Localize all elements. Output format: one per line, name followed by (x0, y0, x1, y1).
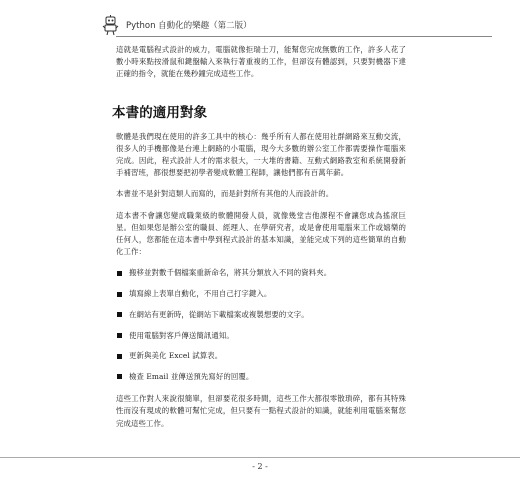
running-header-title: Python 自動化的樂趣（第二版） (126, 21, 252, 31)
square-bullet-icon (117, 374, 122, 379)
footer-rule (0, 457, 520, 458)
list-item-text: 使用電腦對客戶傳送簡訊通知。 (129, 330, 234, 340)
list-item (116, 267, 406, 279)
list-item (116, 330, 406, 342)
list-item (116, 309, 406, 321)
body-paragraph: 軟體是我們現在使用的許多工具中的核心：幾乎所有人都在使用社群網路來互動交流，很多人的手機都像是台連上網路的小電腦，現今大多數的辦公室工作都需要操作電腦來完成。因此，程式設計人才的需求很大，一大堆的書籍、互動式網路教室和系統開發新手補習班，都很想要把初學者變成軟體工程師，讓他們都有百萬年薪。 (116, 131, 406, 178)
closing-paragraph: 這些工作對人來說很簡單，但卻要花很多時間，這些工作大都很零散瑣碎，都有其特殊性而沒有現成的軟體可幫忙完成，但只要有一點程式設計的知識，就能利用電腦來幫您完成這些工作。 (116, 394, 406, 428)
page-body (112, 40, 406, 439)
square-bullet-icon (117, 292, 122, 297)
section-heading: 本書的適用對象 (112, 104, 208, 121)
square-bullet-icon (117, 354, 122, 359)
page-number: - 2 - (252, 462, 268, 471)
list-item-text: 檢查 Email 並傳送預先寫好的回覆。 (129, 371, 254, 381)
task-bullet-list (116, 267, 406, 383)
header-rule (116, 36, 492, 37)
square-bullet-icon (117, 271, 122, 276)
list-item-text: 在網站有更新時，從網站下載檔案或複製想要的文字。 (129, 309, 309, 319)
list-item (116, 371, 406, 383)
list-item (116, 288, 406, 300)
intro-paragraph: 這就是電腦程式設計的威力，電腦就像拒瑞士刀，能幫您完成無數的工作，許多人花了數小時來點按滑鼠和鍵盤輸入來執行著重複的工作，但卻沒有體認到，只要對機器下達正確的指令，就能在幾秒鐘完成這些工作。 (116, 45, 406, 79)
python-robot-logo-icon (100, 14, 122, 36)
square-bullet-icon (117, 312, 122, 317)
list-item-text: 填寫線上表單自動化，不用自己打字鍵入。 (129, 289, 272, 299)
list-item-text: 搬移並對數千個檔案重新命名，將其分類放入不同的資料夾。 (129, 268, 332, 278)
list-item (116, 350, 406, 362)
square-bullet-icon (117, 333, 122, 338)
body-paragraph: 這本書不會讓您變成職業級的軟體開發人員，就像幾堂吉他課程不會讓您成為搖滾巨星。但如果您是辦公室的職員、經理人、在學研究者，或是會使用電腦來工作或嬉樂的任何人，您都能在這本書中學到程式設計的基本知識，並能完成下列的這些簡單的自動化工作： (116, 210, 406, 257)
list-item-text: 更新與美化 Excel 試算表。 (129, 351, 223, 361)
page-header (100, 14, 252, 36)
body-paragraph: 本書並不是針對這類人而寫的，而是針對所有其他的人而設計的。 (116, 189, 334, 199)
